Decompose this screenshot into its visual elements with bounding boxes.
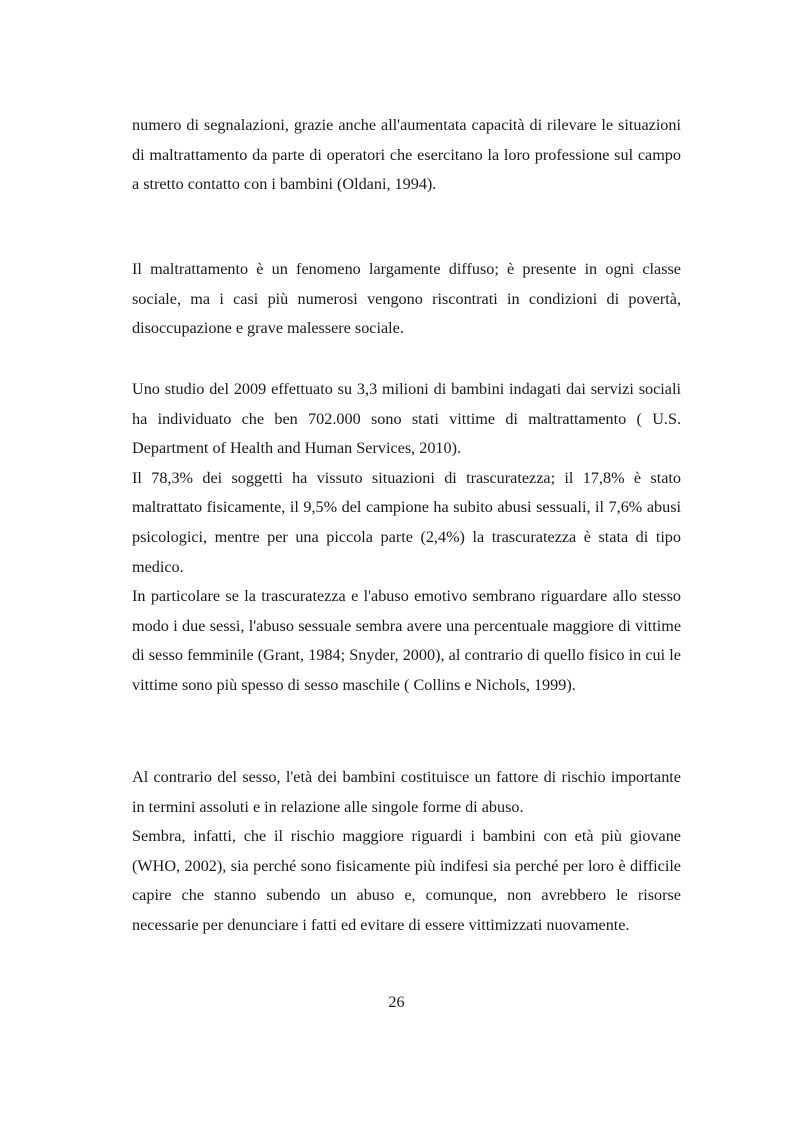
page-number: 26 (388, 993, 405, 1011)
paragraph-7: Sembra, infatti, che il rischio maggiore riguardi i bambini con età più giovane (WHO, 2002), sia perché sono fisicamente più indifesi sia perché per loro è difficile capire che stanno subendo un abuso e, comunque, non avrebbero le risorse necessarie per denunciare i fatti ed evitare di essere vittimizzati nuovamente. (132, 827, 681, 934)
paragraph-4: Il 78,3% dei soggetti ha vissuto situazioni di trascuratezza; il 17,8% è stato maltrattato fisicamente, il 9,5% del campione ha subito abusi sessuali, il 7,6% abusi psicologici, mentre per una piccola parte (2,4%) la trascuratezza è stata di tipo medico. (132, 468, 681, 576)
text-block-1 (132, 111, 681, 200)
paragraph-1: numero di segnalazioni, grazie anche all'aumentata capacità di rilevare le situazioni di maltrattamento da parte di operatori che esercitano la loro professione sul campo a stretto contatto con i bambini (Oldani, 1994). (132, 116, 681, 194)
text-block-2 (132, 255, 681, 344)
paragraph-6: Al contrario del sesso, l'età dei bambini costituisce un fattore di rischio importante in termini assoluti e in relazione alle singole forme di abuso. (132, 768, 681, 816)
paragraph-2: Il maltrattamento è un fenomeno largamente diffuso; è presente in ogni classe sociale, ma i casi più numerosi vengono riscontrati in condizioni di povertà, disoccupazione e grave malessere sociale. (132, 260, 681, 338)
paragraph-3: Uno studio del 2009 effettuato su 3,3 milioni di bambini indagati dai servizi sociali ha individuato che ben 702.000 sono stati vittime di maltrattamento ( U.S. Department of Health and Human Services, 2010). (132, 380, 681, 458)
text-block-3 (132, 375, 681, 701)
text-block-4 (132, 763, 681, 941)
paragraph-5: In particolare se la trascuratezza e l'abuso emotivo sembrano riguardare allo stesso modo i due sessi, l'abuso sessuale sembra avere una percentuale maggiore di vittime di sesso femminile (Grant, 1984; Snyder, 2000), al contrario di quello fisico in cui le vittime sono più spesso di sesso maschile ( Collins e Nichols, 1999). (132, 587, 681, 694)
